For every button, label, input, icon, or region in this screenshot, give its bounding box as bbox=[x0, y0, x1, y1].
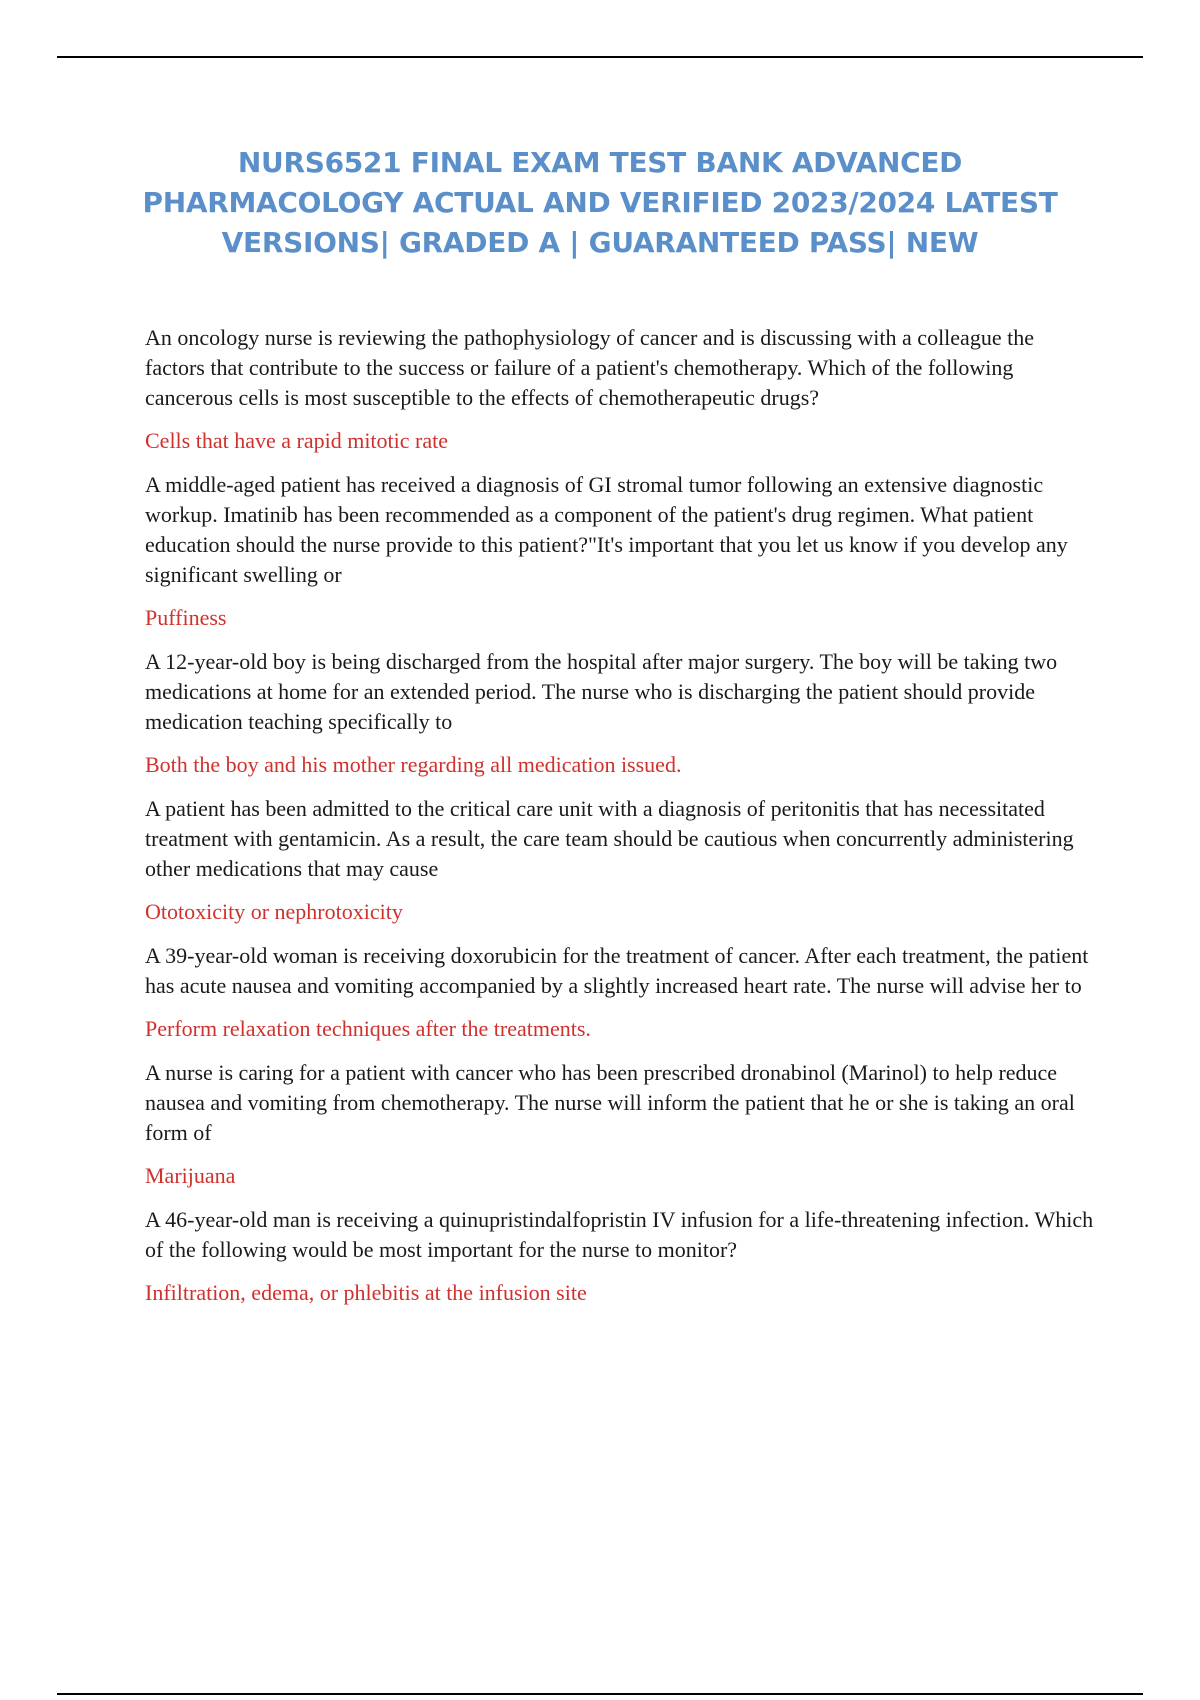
answer-text: Cells that have a rapid mitotic rate bbox=[145, 428, 449, 453]
qa-item-5 bbox=[145, 941, 1095, 1044]
top-rule bbox=[57, 56, 1143, 58]
answer-text: Puffiness bbox=[145, 605, 227, 630]
qa-item-1 bbox=[145, 323, 1095, 456]
question-text: A 12-year-old boy is being discharged from the hospital after major surgery. The boy will be taking two medications at home for an extended period. The nurse who is discharging the patient should provide medication teaching specifically to bbox=[145, 649, 1058, 734]
question-text: A patient has been admitted to the critical care unit with a diagnosis of peritonitis that has necessitated treatment with gentamicin. As a result, the care team should be cautious when concurrently administering other medications that may cause bbox=[145, 796, 1074, 881]
qa-item-4 bbox=[145, 794, 1095, 927]
answer-text: Both the boy and his mother regarding all medication issued. bbox=[145, 752, 682, 777]
qa-item-6 bbox=[145, 1058, 1095, 1191]
qa-item-3 bbox=[145, 647, 1095, 780]
question-text: An oncology nurse is reviewing the pathophysiology of cancer and is discussing with a colleague the factors that contribute to the success or failure of a patient's chemotherapy. Which of the following cancerous cells is most susceptible to the effects of chemotherapeutic drugs? bbox=[145, 325, 1034, 410]
answer-text: Ototoxicity or nephrotoxicity bbox=[145, 899, 403, 924]
question-text: A middle-aged patient has received a diagnosis of GI stromal tumor following an extensive diagnostic workup. Imatinib has been recommended as a component of the patient's drug regimen. What patient education should the nurse provide to this patient?"It's important that you let us know if you develop any significant swelling or bbox=[145, 472, 1068, 587]
qa-item-2 bbox=[145, 470, 1095, 633]
answer-text: Infiltration, edema, or phlebitis at the infusion site bbox=[145, 1280, 587, 1305]
title-line-2: PHARMACOLOGY ACTUAL AND VERIFIED 2023/2024 LATEST bbox=[142, 186, 1058, 219]
qa-list bbox=[145, 323, 1095, 1322]
answer-text: Marijuana bbox=[145, 1163, 236, 1188]
title-line-3: VERSIONS| GRADED A | GUARANTEED PASS| NEW bbox=[221, 226, 979, 259]
answer-text: Perform relaxation techniques after the treatments. bbox=[145, 1016, 591, 1041]
question-text: A 39-year-old woman is receiving doxorubicin for the treatment of cancer. After each treatment, the patient has acute nausea and vomiting accompanied by a slightly increased heart rate. The nurse will advise her to bbox=[145, 943, 1089, 998]
bottom-rule bbox=[57, 1693, 1143, 1695]
question-text: A 46-year-old man is receiving a quinupristindalfopristin IV infusion for a life-threatening infection. Which of the following would be most important for the nurse to monitor? bbox=[145, 1207, 1094, 1262]
qa-item-7 bbox=[145, 1205, 1095, 1308]
document-title bbox=[120, 143, 1080, 263]
question-text: A nurse is caring for a patient with cancer who has been prescribed dronabinol (Marinol) to help reduce nausea and vomiting from chemotherapy. The nurse will inform the patient that he or she is taking an oral form of bbox=[145, 1060, 1075, 1145]
title-line-1: NURS6521 FINAL EXAM TEST BANK ADVANCED bbox=[237, 146, 963, 179]
